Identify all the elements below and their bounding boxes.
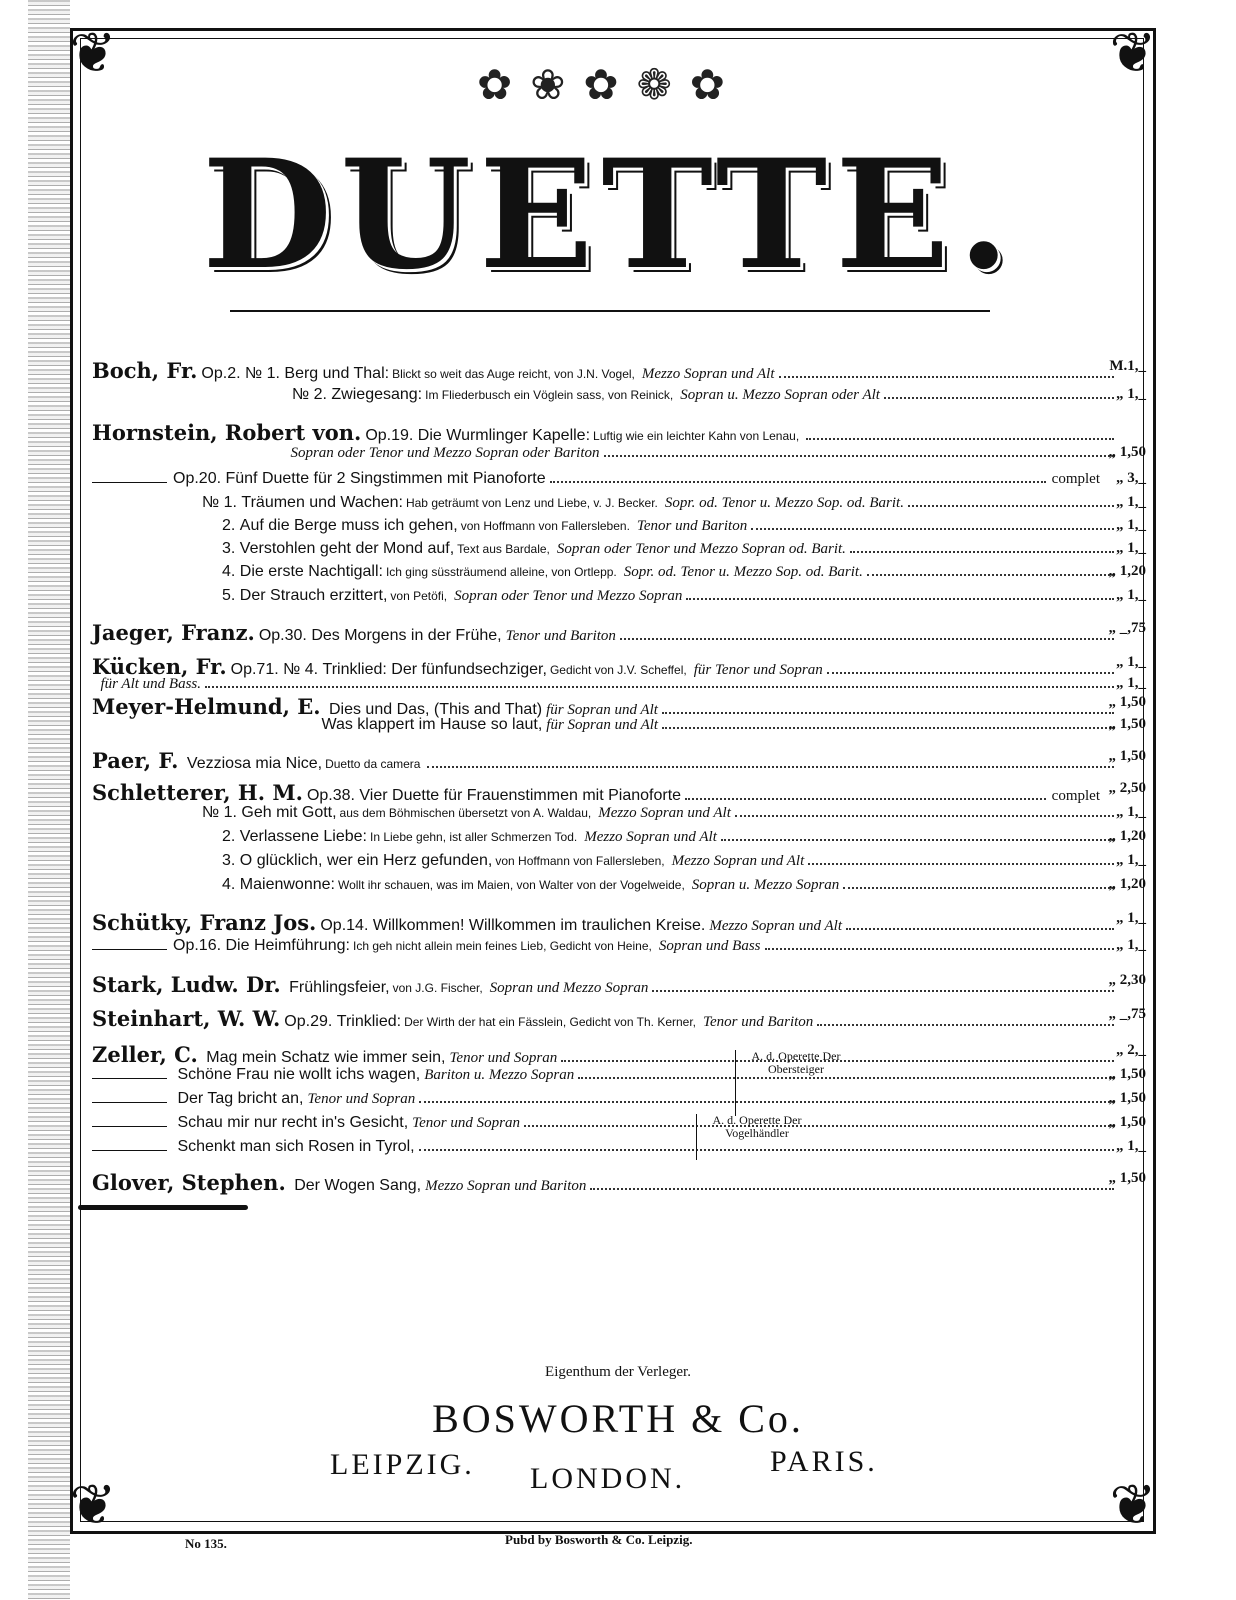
catalog-entry bbox=[92, 470, 1146, 492]
opus-number: № 2. bbox=[292, 386, 327, 403]
complet-label: complet bbox=[1051, 788, 1100, 804]
work-title: Die Wurmlinger Kapelle: bbox=[417, 427, 591, 444]
price: „ 1,_ bbox=[1116, 540, 1146, 556]
leader-dots bbox=[686, 598, 1114, 600]
work-title: Schöne Frau nie wollt ichs wagen, bbox=[177, 1066, 421, 1083]
text-credit: Duetto da camera bbox=[325, 757, 421, 771]
catalog-entry bbox=[92, 972, 1146, 997]
price: „ 1,50 bbox=[1108, 1170, 1146, 1186]
voicing: Sopran und Bass bbox=[658, 938, 761, 954]
text-credit: von Hoffmann von Fallersleben. bbox=[460, 519, 630, 533]
leader-dots bbox=[550, 481, 1046, 483]
work-title: Was klappert im Hause so laut, bbox=[321, 716, 543, 733]
composer-name: Zeller, C. bbox=[92, 1042, 198, 1067]
leader-dots bbox=[524, 1125, 1114, 1127]
composer-name: Glover, Stephen. bbox=[92, 1170, 286, 1195]
voicing: Mezzo Sopran und Alt bbox=[641, 366, 775, 382]
operette-note: A. d. Operette Der Vogelhändler bbox=[712, 1113, 802, 1140]
work-title: Träumen und Wachen: bbox=[241, 494, 403, 511]
composer-name: Steinhart, W. W. bbox=[92, 1006, 281, 1031]
price: „ 1,20 bbox=[1108, 876, 1146, 892]
voicing: Mezzo Sopran und Alt bbox=[671, 853, 805, 869]
title-cartouche bbox=[200, 60, 1020, 330]
ornament-corner-icon: ❦ bbox=[1109, 21, 1157, 84]
text-credit: aus dem Böhmischen übersetzt von A. Waldau, bbox=[339, 806, 592, 820]
catalog-entry bbox=[92, 876, 1146, 898]
leader-dots bbox=[751, 528, 1114, 530]
price: M.1,_ bbox=[1109, 358, 1146, 374]
leader-dots bbox=[806, 438, 1114, 440]
leader-dots bbox=[846, 928, 1114, 930]
text-credit: Gedicht von J.V. Scheffel, bbox=[549, 663, 687, 677]
work-title: Die Heimführung: bbox=[225, 937, 350, 954]
text-credit: Ich geh nicht allein mein feines Lieb, Gedicht von Heine, bbox=[352, 939, 652, 953]
ink-underline bbox=[78, 1205, 248, 1210]
ditto-dash bbox=[92, 1118, 167, 1127]
opus-number: Op.29. bbox=[284, 1013, 333, 1030]
voicing: Sopran u. Mezzo Sopran bbox=[691, 877, 840, 893]
work-title: Frühlingsfeier, bbox=[289, 979, 390, 996]
catalog-entry bbox=[92, 1090, 1146, 1112]
catalog-entry bbox=[92, 804, 1146, 826]
work-title: Fünf Duette für 2 Singstimmen mit Pianoforte bbox=[225, 470, 546, 487]
operette-bracket bbox=[735, 1050, 856, 1116]
catalog-entry bbox=[92, 1138, 1146, 1160]
work-title: Schau mir nur recht in's Gesicht, bbox=[177, 1114, 409, 1131]
text-credit: Wollt ihr schauen, was im Maien, von Walter von der Vogelweide, bbox=[337, 878, 685, 892]
price: „ 1,_ bbox=[1116, 675, 1146, 691]
price: „ 1,20 bbox=[1108, 563, 1146, 579]
opus-number: Op.71. № 4. bbox=[230, 661, 319, 678]
price: „ 1,50 bbox=[1108, 1114, 1146, 1130]
opus-number: 2. bbox=[222, 828, 236, 845]
leader-dots bbox=[843, 887, 1114, 889]
price: „ _,75 bbox=[1108, 1006, 1146, 1022]
plate-number: No 135. bbox=[185, 1536, 227, 1551]
catalog-entry bbox=[92, 654, 1146, 679]
catalog-entry bbox=[92, 910, 1146, 935]
leader-dots bbox=[850, 551, 1114, 553]
ditto-dash bbox=[92, 1094, 167, 1103]
text-credit: Ich ging süssträumend alleine, von Ortlepp. bbox=[385, 565, 617, 579]
price: „ 2,_ bbox=[1116, 1042, 1146, 1058]
voicing: Sopr. od. Tenor u. Mezzo Sop. od. Barit. bbox=[623, 564, 863, 580]
opus-number: 3. bbox=[222, 852, 236, 869]
catalog-entry bbox=[92, 852, 1146, 874]
catalog-entry bbox=[92, 620, 1146, 645]
voicing: Mezzo Sopran und Alt bbox=[598, 805, 731, 821]
voicing: Mezzo Sopran und Alt bbox=[584, 829, 717, 845]
work-title: Die erste Nachtigall: bbox=[239, 563, 383, 580]
text-credit: In Liebe gehn, ist aller Schmerzen Tod. bbox=[370, 830, 578, 844]
price: „ 1,20 bbox=[1108, 828, 1146, 844]
voicing: Tenor und Bariton bbox=[505, 628, 616, 644]
composer-name: Hornstein, Robert von. bbox=[92, 420, 362, 445]
opus-number: Op.30. bbox=[258, 627, 307, 644]
voicing: Sopran und Mezzo Sopran bbox=[489, 980, 649, 996]
catalog-entry bbox=[92, 358, 1146, 383]
opus-number: № 1. bbox=[202, 494, 237, 511]
catalog-entry bbox=[92, 1042, 1146, 1067]
city-london: LONDON. bbox=[530, 1462, 686, 1495]
leader-dots bbox=[827, 672, 1114, 674]
opus-number: 4. bbox=[222, 563, 236, 580]
price: „ 1,_ bbox=[1116, 517, 1146, 533]
leader-dots bbox=[765, 948, 1114, 950]
voicing: Tenor und Sopran bbox=[449, 1050, 558, 1066]
voicing: Tenor und Bariton bbox=[703, 1014, 814, 1030]
ditto-dash bbox=[92, 1070, 167, 1079]
catalog-entry bbox=[92, 1170, 1146, 1195]
catalog-entry bbox=[92, 694, 1146, 719]
leader-dots bbox=[721, 839, 1114, 841]
ditto-dash bbox=[92, 1142, 167, 1151]
opus-number: 5. bbox=[222, 587, 236, 604]
work-title: Vezziosa mia Nice, bbox=[186, 755, 323, 772]
ditto-dash bbox=[92, 941, 167, 950]
ditto-dash bbox=[92, 474, 167, 483]
work-title: Vier Duette für Frauenstimmen mit Pianoforte bbox=[359, 787, 682, 804]
voicing: Sopran oder Tenor und Mezzo Sopran od. Barit. bbox=[556, 541, 846, 557]
leader-dots bbox=[867, 574, 1114, 576]
work-title: Trinklied: Der fünfundsechziger, bbox=[322, 661, 547, 678]
work-title: Mag mein Schatz wie immer sein, bbox=[206, 1049, 446, 1066]
catalog-entry bbox=[92, 563, 1146, 585]
voicing: für Tenor und Sopran bbox=[693, 662, 823, 678]
scroll-ornament bbox=[230, 310, 990, 322]
composer-name: Paer, F. bbox=[92, 748, 179, 773]
price: „ 1,_ bbox=[1116, 910, 1146, 926]
price: „ 2,30 bbox=[1108, 972, 1146, 988]
catalog-entry bbox=[92, 828, 1146, 850]
catalog-entry bbox=[92, 1066, 1146, 1088]
price: „ 1,50 bbox=[1108, 748, 1146, 764]
work-title: Zwiegesang: bbox=[331, 386, 423, 403]
work-title: Der Wogen Sang, bbox=[294, 1177, 422, 1194]
voicing: Sopran u. Mezzo Sopran oder Alt bbox=[680, 387, 880, 403]
voicing: Sopran oder Tenor und Mezzo Sopran oder Bariton bbox=[290, 445, 600, 461]
price: „ 1,_ bbox=[1116, 654, 1146, 670]
price: „ 1,50 bbox=[1108, 444, 1146, 460]
catalog-entry bbox=[92, 494, 1146, 516]
voicing: für Sopran und Alt bbox=[546, 717, 659, 733]
opus-number: Op.20. bbox=[173, 470, 222, 487]
opus-number: Op.19. bbox=[365, 427, 414, 444]
leader-dots bbox=[205, 686, 1114, 688]
opus-number: 3. bbox=[222, 540, 236, 557]
leader-dots bbox=[620, 638, 1114, 640]
catalog-entry bbox=[92, 1006, 1146, 1031]
work-title: Der Tag bricht an, bbox=[177, 1090, 304, 1107]
price: „ 1,_ bbox=[1116, 1138, 1146, 1154]
price: „ 3,_ bbox=[1116, 470, 1146, 486]
composer-name: Schütky, Franz Jos. bbox=[92, 910, 317, 935]
opus-number: Op.38. bbox=[306, 787, 355, 804]
leader-dots bbox=[604, 455, 1115, 457]
work-title: Auf die Berge muss ich gehen, bbox=[239, 517, 458, 534]
operette-bracket bbox=[696, 1114, 817, 1160]
composer-name: Jaeger, Franz. bbox=[92, 620, 255, 645]
price: „ 1,50 bbox=[1108, 1090, 1146, 1106]
binding-edge bbox=[28, 0, 70, 1600]
leader-dots bbox=[884, 397, 1114, 399]
opus-number: 4. bbox=[222, 876, 236, 893]
leader-dots bbox=[662, 712, 1114, 714]
catalog-entry bbox=[92, 1114, 1146, 1136]
composer-name: Boch, Fr. bbox=[92, 358, 198, 383]
voicing: für Alt und Bass. bbox=[100, 676, 202, 692]
complet-label: complet bbox=[1051, 471, 1100, 487]
price: „ 1,50 bbox=[1108, 694, 1146, 710]
publisher-name: BOSWORTH & Co. bbox=[432, 1396, 804, 1441]
work-title: Berg und Thal: bbox=[284, 365, 390, 382]
work-title: Geh mit Gott, bbox=[241, 804, 337, 821]
leader-dots bbox=[590, 1188, 1114, 1190]
voicing: Sopran oder Tenor und Mezzo Sopran bbox=[454, 588, 683, 604]
price: „ 1,_ bbox=[1116, 386, 1146, 402]
price: „ 1,_ bbox=[1116, 852, 1146, 868]
voicing: Sopr. od. Tenor u. Mezzo Sop. od. Barit. bbox=[664, 495, 904, 511]
opus-number: 2. bbox=[222, 517, 236, 534]
work-title: Der Strauch erzittert, bbox=[239, 587, 388, 604]
leader-dots bbox=[662, 727, 1114, 729]
catalog-entry bbox=[92, 386, 1146, 408]
text-credit: Hab geträumt von Lenz und Liebe, v. J. Becker. bbox=[405, 496, 658, 510]
work-title: Maienwonne: bbox=[239, 876, 335, 893]
price: „ 1,50 bbox=[1108, 1066, 1146, 1082]
composer-name: Meyer-Helmund, E. bbox=[92, 694, 321, 719]
price: „ 1,_ bbox=[1116, 494, 1146, 510]
imprint: Pubd by Bosworth & Co. Leipzig. bbox=[505, 1532, 693, 1547]
text-credit: Blickt so weit das Auge reicht, von J.N. Vogel, bbox=[392, 367, 635, 381]
price: „ 1,_ bbox=[1116, 804, 1146, 820]
work-title: Schenkt man sich Rosen in Tyrol, bbox=[177, 1138, 415, 1155]
catalog-entry bbox=[92, 587, 1146, 609]
price: „ 2,50 bbox=[1108, 780, 1146, 796]
opus-number: Op.2. № 1. bbox=[201, 365, 280, 382]
text-credit: Im Fliederbusch ein Vöglein sass, von Reinick, bbox=[425, 388, 674, 402]
work-title: Des Morgens in der Frühe, bbox=[311, 627, 502, 644]
page-title: DUETTE. bbox=[202, 127, 1018, 303]
leader-dots bbox=[908, 505, 1114, 507]
composer-name: Kücken, Fr. bbox=[92, 654, 227, 679]
voicing: Tenor und Sopran bbox=[307, 1091, 416, 1107]
text-credit: Luftig wie ein leichter Kahn von Lenau, bbox=[593, 429, 800, 443]
text-credit: von J.G. Fischer, bbox=[392, 981, 483, 995]
catalog-entry bbox=[92, 444, 1146, 466]
work-title: Dies und Das, (This and That) bbox=[328, 701, 543, 718]
catalog-entry bbox=[92, 517, 1146, 539]
opus-number: Op.16. bbox=[173, 937, 222, 954]
leader-dots bbox=[685, 798, 1046, 800]
leader-dots bbox=[817, 1024, 1114, 1026]
leader-dots bbox=[735, 815, 1114, 817]
opus-number: № 1. bbox=[202, 804, 237, 821]
text-credit: von Petöfi, bbox=[390, 589, 448, 603]
catalog-entry bbox=[92, 780, 1146, 805]
price: „ _,75 bbox=[1108, 620, 1146, 636]
operette-note: A. d. Operette Der Obersteiger bbox=[751, 1049, 841, 1076]
text-credit: Text aus Bardale, bbox=[457, 542, 550, 556]
voicing: für Sopran und Alt bbox=[546, 702, 658, 718]
voicing: Bariton u. Mezzo Sopran bbox=[424, 1067, 575, 1083]
leader-dots bbox=[652, 990, 1114, 992]
voicing: Mezzo Sopran und Bariton bbox=[425, 1178, 587, 1194]
ornament-corner-icon: ❦ bbox=[69, 1473, 117, 1536]
catalog-entry bbox=[92, 716, 1146, 738]
leader-dots bbox=[808, 863, 1114, 865]
ornament-corner-icon: ❦ bbox=[1109, 1473, 1157, 1536]
composer-name: Stark, Ludw. Dr. bbox=[92, 972, 281, 997]
voicing: Tenor und Bariton bbox=[636, 518, 748, 534]
opus-number: Op.14. bbox=[320, 917, 369, 934]
work-title: Willkommen! Willkommen im traulichen Kreise. bbox=[372, 917, 706, 934]
catalog-entry bbox=[92, 748, 1146, 773]
voicing: Mezzo Sopran und Alt bbox=[709, 918, 843, 934]
city-paris: PARIS. bbox=[770, 1445, 878, 1478]
catalog-entry bbox=[92, 937, 1146, 959]
work-title: Verlassene Liebe: bbox=[239, 828, 367, 845]
catalog-entry bbox=[92, 540, 1146, 562]
leader-dots bbox=[427, 766, 1114, 768]
text-credit: von Hoffmann von Fallersleben, bbox=[495, 854, 665, 868]
catalog-entry bbox=[92, 420, 1120, 445]
composer-name: Schletterer, H. M. bbox=[92, 780, 303, 805]
text-credit: Der Wirth der hat ein Fässlein, Gedicht von Th. Kerner, bbox=[404, 1015, 697, 1029]
work-title: Trinklied: bbox=[336, 1013, 402, 1030]
price: „ 1,50 bbox=[1108, 716, 1146, 732]
price: „ 1,_ bbox=[1116, 587, 1146, 603]
work-title: O glücklich, wer ein Herz gefunden, bbox=[239, 852, 493, 869]
work-title: Verstohlen geht der Mond auf, bbox=[239, 540, 455, 557]
flower-garland-icon: ✿❀✿❁✿ bbox=[477, 61, 743, 108]
voicing: Tenor und Sopran bbox=[412, 1115, 520, 1131]
city-leipzig: LEIPZIG. bbox=[330, 1448, 475, 1481]
leader-dots bbox=[779, 376, 1114, 378]
ornament-corner-icon: ❦ bbox=[69, 21, 117, 84]
publisher-property-note: Eigenthum der Verleger. bbox=[545, 1364, 691, 1380]
price: „ 1,_ bbox=[1116, 937, 1146, 953]
